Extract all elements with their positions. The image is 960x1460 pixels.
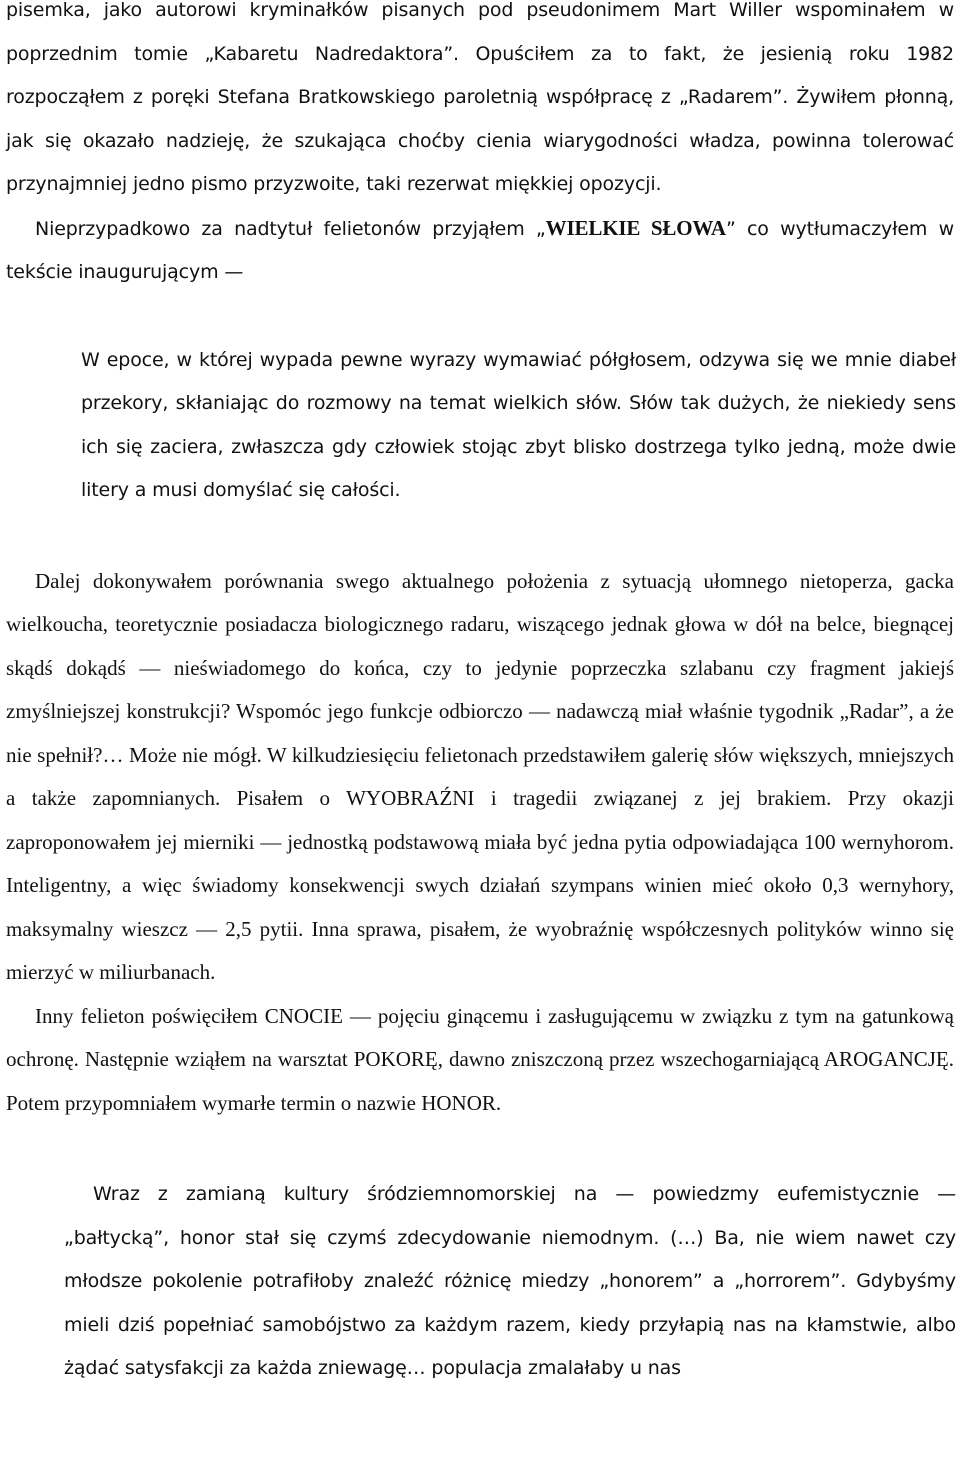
paragraph-comparison: Dalej dokonywałem porównania swego aktualnego położenia z sytuacją ułomnego nietoperza, gacka wielkoucha, teoretycznie posiadacza biologicznego radaru, wiszącego jednak głowa w dół na belce, biegnącej skądś dokądś — nieświadomego do końca, czy to jedynie poprzeczka szlabanu czy fragment jakiejś zmyślniejszej konstrukcji? Wspomóc jego funkcje odbiorczo — nadawczą miał właśnie tygodnik „Radar”, a że nie spełnił?… Może nie mógł. W kilkudziesięciu felietonach przedstawiłem galerię słów większych, mniejszych a także zapomnianych. Pisałem o WYOBRAŹNI i tragedii związanej z jej brakiem. Przy okazji zaproponowałem jej mierniki — jednostką podstawową miała być jedna pytia odpowiadająca 100 wernyhorom. Inteligentny, a więc świadomy konsekwencji swych działań szympans winien mieć około 0,3 wernyhory, maksymalny wieszcz — 2,5 pytii. Inna sprawa, pisałem, że wyobraźnię współczesnych polityków winno się mierzyć w miliurbanach. bbox=[6, 568, 954, 984]
intro-paragraph: pisemka, jako autorowi kryminałków pisanych pod pseudonimem Mart Willer wspominałem w poprzednim tomie „Kabaretu Nadredaktora”. Opuściłem za to fakt, że jesienią roku 1982 rozpocząłem z poręki Stefana Bratkowskiego paroletnią współpracę z „Radarem”. Żywiłem płonną, jak się okazało nadzieję, że szukająca choćby cienia wiarygodności władza, powinna tolerować przynajmniej jedno pismo przyzwoite, taki rezerwat miękkiej opozycji. bbox=[6, 0, 954, 195]
title-paragraph bbox=[0, 207, 960, 295]
spacer bbox=[0, 513, 960, 560]
title-paragraph-text-after: ” co wytłumaczyłem w tekście inaugurującym — bbox=[6, 217, 954, 283]
title-paragraph-text-before: Nieprzypadkowo za nadtytuł felietonów przyjąłem „ bbox=[35, 217, 546, 240]
column-title-bold: WIELKIE SŁOWA bbox=[545, 215, 726, 240]
quote-honor: Wraz z zamianą kultury śródziemnomorskiej na — powiedzmy eufemistycznie — „bałtycką”, honor stał się czymś zdecydowanie niemodnym. (…) Ba, nie wiem nawet czy młodsze pokolenie potrafiłoby znaleźć różnicę miedzy „honorem” a „horrorem”. Gdybyśmy mieli dziś popełniać samobójstwo za każdym razem, kiedy przyłapią nas na kłamstwie, albo żądać satysfakcji za każda zniewagę… populacja zmalałaby u nas bbox=[64, 1183, 956, 1379]
spacer bbox=[0, 1125, 960, 1173]
quote-inaugural: W epoce, w której wypada pewne wyrazy wymawiać półgłosem, odzywa się we mnie diabeł przekory, skłaniając do rozmowy na temat wielkich słów. Słów tak dużych, że niekiedy sens ich się zaciera, zwłaszcza gdy człowiek stojąc zbyt blisko dostrzega tylko jedną, może dwie litery a musi domyślać się całości. bbox=[81, 348, 956, 501]
paragraph-virtues: Inny felieton poświęciłem CNOCIE — pojęciu ginącemu i zasługującemu w związku z tym na gatunkową ochronę. Następnie wziąłem na warsztat POKORĘ, dawno zniszczoną przez wszechogarniającą AROGANCJĘ. Potem przypomniałem wymarłe termin o nazwie HONOR. bbox=[6, 1003, 954, 1115]
spacer bbox=[0, 295, 960, 339]
